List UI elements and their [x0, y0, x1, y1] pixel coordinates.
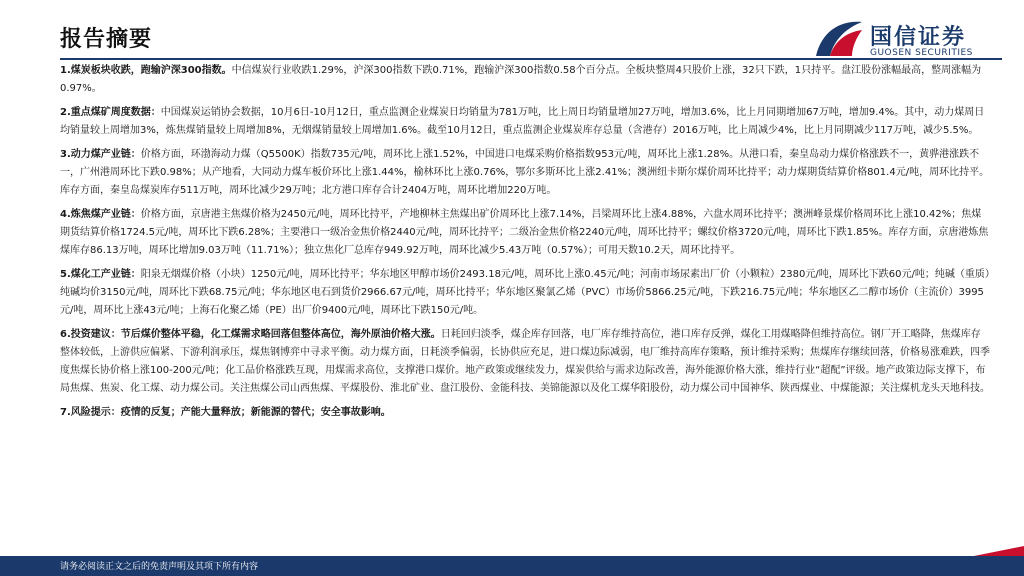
summary-paragraph-6	[60, 326, 990, 398]
footer-bar	[0, 556, 1024, 576]
paragraph-text: 价格方面，京唐港主焦煤价格为2450元/吨，周环比持平，产地柳林主焦煤出矿价周环比上涨7.14%，吕梁周环比上涨4.88%，六盘水周环比持平；澳洲峰景煤价格周环比上涨10.42%；焦煤期货结算价格1724.5元/吨，周环比下跌6.28%；主要港口一级冶金焦价格2440元/吨，周环比持平；二级冶金焦价格2240元/吨，周环比持平；螺纹价格3720元/吨，周环比下跌1.85%。库存方面，京唐港炼焦煤库存86.13万吨，周环比增加9.03万吨（11.71%）；独立焦化厂总库存949.92万吨，周环比减少5.43万吨（0.57%）；可用天数10.2天，周环比持平。	[60, 209, 989, 256]
paragraph-text: 阳泉无烟煤价格（小块）1250元/吨，周环比持平；华东地区甲醇市场价2493.18元/吨，周环比上涨0.45元/吨；河南市场尿素出厂价（小颗粒）2380元/吨，周环比下跌60元/吨；纯碱（重质）纯碱均价3150元/吨，周环比下跌68.75元/吨；华东地区电石到货价2966.67元/吨，周环比持平；华东地区聚氯乙烯（PVC）市场价5866.25元/吨，下跌216.75元/吨；华东地区乙二醇市场价（主流价）3995元/吨，周环比上涨43元/吨；上海石化聚乙烯（PE）出厂价9400元/吨，周环比下跌150元/吨。	[60, 269, 990, 316]
page-title: 报告摘要	[60, 27, 153, 52]
header-divider	[60, 58, 1002, 60]
paragraph-lead: 4.炼焦煤产业链：	[60, 209, 141, 220]
report-header	[0, 0, 1024, 62]
paragraph-lead: 3.动力煤产业链：	[60, 149, 141, 160]
footer-disclaimer: 请务必阅读正文之后的免责声明及其项下所有内容	[60, 562, 259, 572]
paragraph-lead: 2.重点煤矿周度数据：	[60, 107, 161, 118]
summary-paragraph-2	[60, 104, 990, 140]
paragraph-text: 价格方面，环渤海动力煤（Q5500K）指数735元/吨，周环比上涨1.52%，中国进口电煤采购价格指数953元/吨，周环比上涨1.28%。从港口看，秦皇岛动力煤价格涨跌不一，黄骅港涨跌不一，广州港周环比下跌0.98%；从产地看，大同动力煤车板价环比上涨1.44%，榆林环比上涨0.76%，鄂尔多斯环比上涨2.41%；澳洲纽卡斯尔煤价周环比持平；动力煤期货结算价格801.4元/吨，周环比持平。库存方面，秦皇岛煤炭库存511万吨，周环比减少29万吨；北方港口库存合计2404万吨，周环比增加220万吨。	[60, 149, 990, 196]
paragraph-lead: 7.风险提示：疫情的反复；产能大量释放；新能源的替代；安全事故影响。	[60, 407, 391, 418]
summary-paragraph-7	[60, 404, 990, 422]
paragraph-lead: 6.投资建议：节后煤价整体平稳，化工煤需求略回落但整体高位，海外原油价格大涨。	[60, 329, 441, 340]
paragraph-text: 日耗回归淡季，煤企库存回落，电厂库存维持高位，港口库存反弹，煤化工用煤略降但维持高位。钢厂开工略降，焦煤库存整体较低，上游供应偏紧、下游利润承压，煤焦钢博弈中寻求平衡。动力煤方面，日耗淡季偏弱，长协供应充足，进口煤边际减弱，电厂维持高库存策略，预计维持采购；焦煤库存继续回落，价格易涨难跌，四季度焦煤长协价格上涨100-200元/吨；化工品价格涨跌互现，用煤需求高位，支撑港口煤价。地产政策或继续发力，煤炭供给与需求边际改善，海外能源价格大涨，维持行业“超配”评级。地产政策边际支撑下，布局焦煤、焦炭、化工煤、动力煤公司。关注焦煤公司山西焦煤、平煤股份、淮北矿业、盘江股份、金能科技、美锦能源以及化工煤华阳股份，动力煤公司中国神华、陕西煤业、中煤能源；关注煤机龙头天地科技。	[60, 329, 990, 394]
guosen-logo-icon	[812, 16, 866, 62]
summary-paragraph-4	[60, 206, 990, 260]
paragraph-lead: 1.煤炭板块收跌，跑输沪深300指数。	[60, 65, 232, 76]
summary-body	[60, 62, 990, 428]
paragraph-text: 中国煤炭运销协会数据，10月6日-10月12日，重点监测企业煤炭日均销量为781万吨，比上周日均销量增加27万吨，增加3.6%，比上月同期增加67万吨，增加9.4%。其中，动力煤周日均销量较上周增加3%，炼焦煤销量较上周增加8%，无烟煤销量较上周增加1.6%。截至10月12日，重点监测企业煤炭库存总量（含港存）2016万吨，比上周减少4%，比上月同期减少117万吨，减少5.5%。	[60, 107, 985, 136]
paragraph-lead: 5.煤化工产业链：	[60, 269, 141, 280]
footer-accent-stripe	[964, 546, 1024, 556]
logo-english-name: GUOSEN SECURITIES	[870, 48, 973, 58]
summary-paragraph-3	[60, 146, 990, 200]
logo-chinese-name: 国信证券	[870, 25, 967, 50]
paragraph-text: 中信煤炭行业收跌1.29%，沪深300指数下跌0.71%，跑输沪深300指数0.58个百分点。全板块整周4只股价上涨，32只下跌，1只持平。盘江股份涨幅最高，整周涨幅为0.97%。	[60, 65, 982, 94]
summary-paragraph-1	[60, 62, 990, 98]
summary-paragraph-5	[60, 266, 990, 320]
